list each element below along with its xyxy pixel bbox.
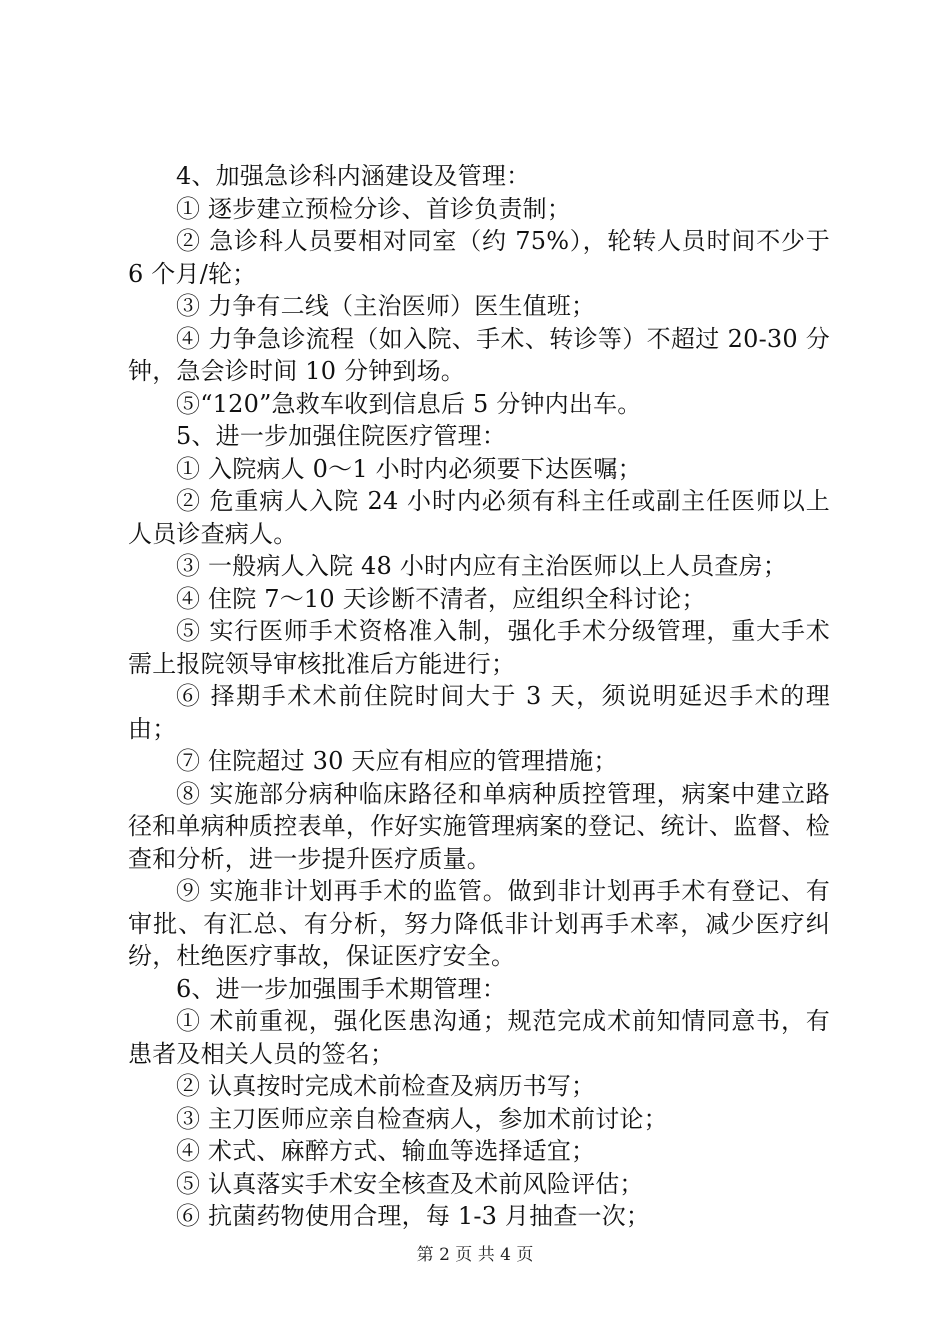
paragraph: ② 危重病人入院 24 小时内必须有科主任或副主任医师以上人员诊查病人。 [128,487,830,548]
paragraph: ⑥ 抗菌药物使用合理，每 1-3 月抽查一次； [176,1202,651,1230]
paragraph: ④ 住院 7～10 天诊断不清者，应组织全科讨论； [176,584,706,613]
paragraph: ④ 术式、麻醉方式、输血等选择适宜； [176,1137,596,1165]
paragraph: ⑨ 实施非计划再手术的监管。做到非计划再手术有登记、有审批、有汇总、有分析，努力降低非计划再手术率，减少医疗纠纷，杜绝医疗事故，保证医疗安全。 [128,877,830,970]
paragraph: ② 认真按时完成术前检查及病历书写； [176,1072,596,1100]
paragraph: 5、进一步加强住院医疗管理： [176,422,507,450]
paragraph: ④ 力争急诊流程（如入院、手术、转诊等）不超过 20-30 分钟，急会诊时间 10 分钟到场。 [128,324,830,385]
document-body [128,160,830,1233]
paragraph: ③ 主刀医师应亲自检查病人，参加术前讨论； [176,1104,668,1133]
paragraph: ② 急诊科人员要相对同室（约 75%），轮转人员时间不少于 6 个月/轮； [128,227,830,288]
paragraph: ③ 一般病人入院 48 小时内应有主治医师以上人员查房； [176,552,788,580]
paragraph: 4、加强急诊科内涵建设及管理： [176,162,531,190]
page-number-footer: 第 2 页 共 4 页 [416,1245,534,1265]
paragraph: ⑤ 实行医师手术资格准入制，强化手术分级管理，重大手术需上报院领导审核批准后方能进行； [128,617,830,678]
paragraph: ⑤ 认真落实手术安全核查及术前风险评估； [176,1169,644,1198]
paragraph: 6、进一步加强围手术期管理： [176,974,507,1003]
paragraph: ① 逐步建立预检分诊、首诊负责制； [176,194,572,223]
paragraph: ⑧ 实施部分病种临床路径和单病种质控管理，病案中建立路径和单病种质控表单，作好实施管理病案的登记、统计、监督、检查和分析，进一步提升医疗质量。 [128,779,830,873]
paragraph: ③ 力争有二线（主治医师）医生值班； [176,292,596,320]
paragraph: ⑤“120”急救车收到信息后 5 分钟内出车。 [176,389,642,418]
paragraph: ⑥ 择期手术术前住院时间大于 3 天，须说明延迟手术的理由； [128,682,830,743]
paragraph: ① 入院病人 0～1 小时内必须要下达医嘱； [176,454,642,483]
paragraph: ① 术前重视，强化医患沟通；规范完成术前知情同意书，有患者及相关人员的签名； [128,1007,830,1068]
paragraph: ⑦ 住院超过 30 天应有相应的管理措施； [176,747,618,775]
